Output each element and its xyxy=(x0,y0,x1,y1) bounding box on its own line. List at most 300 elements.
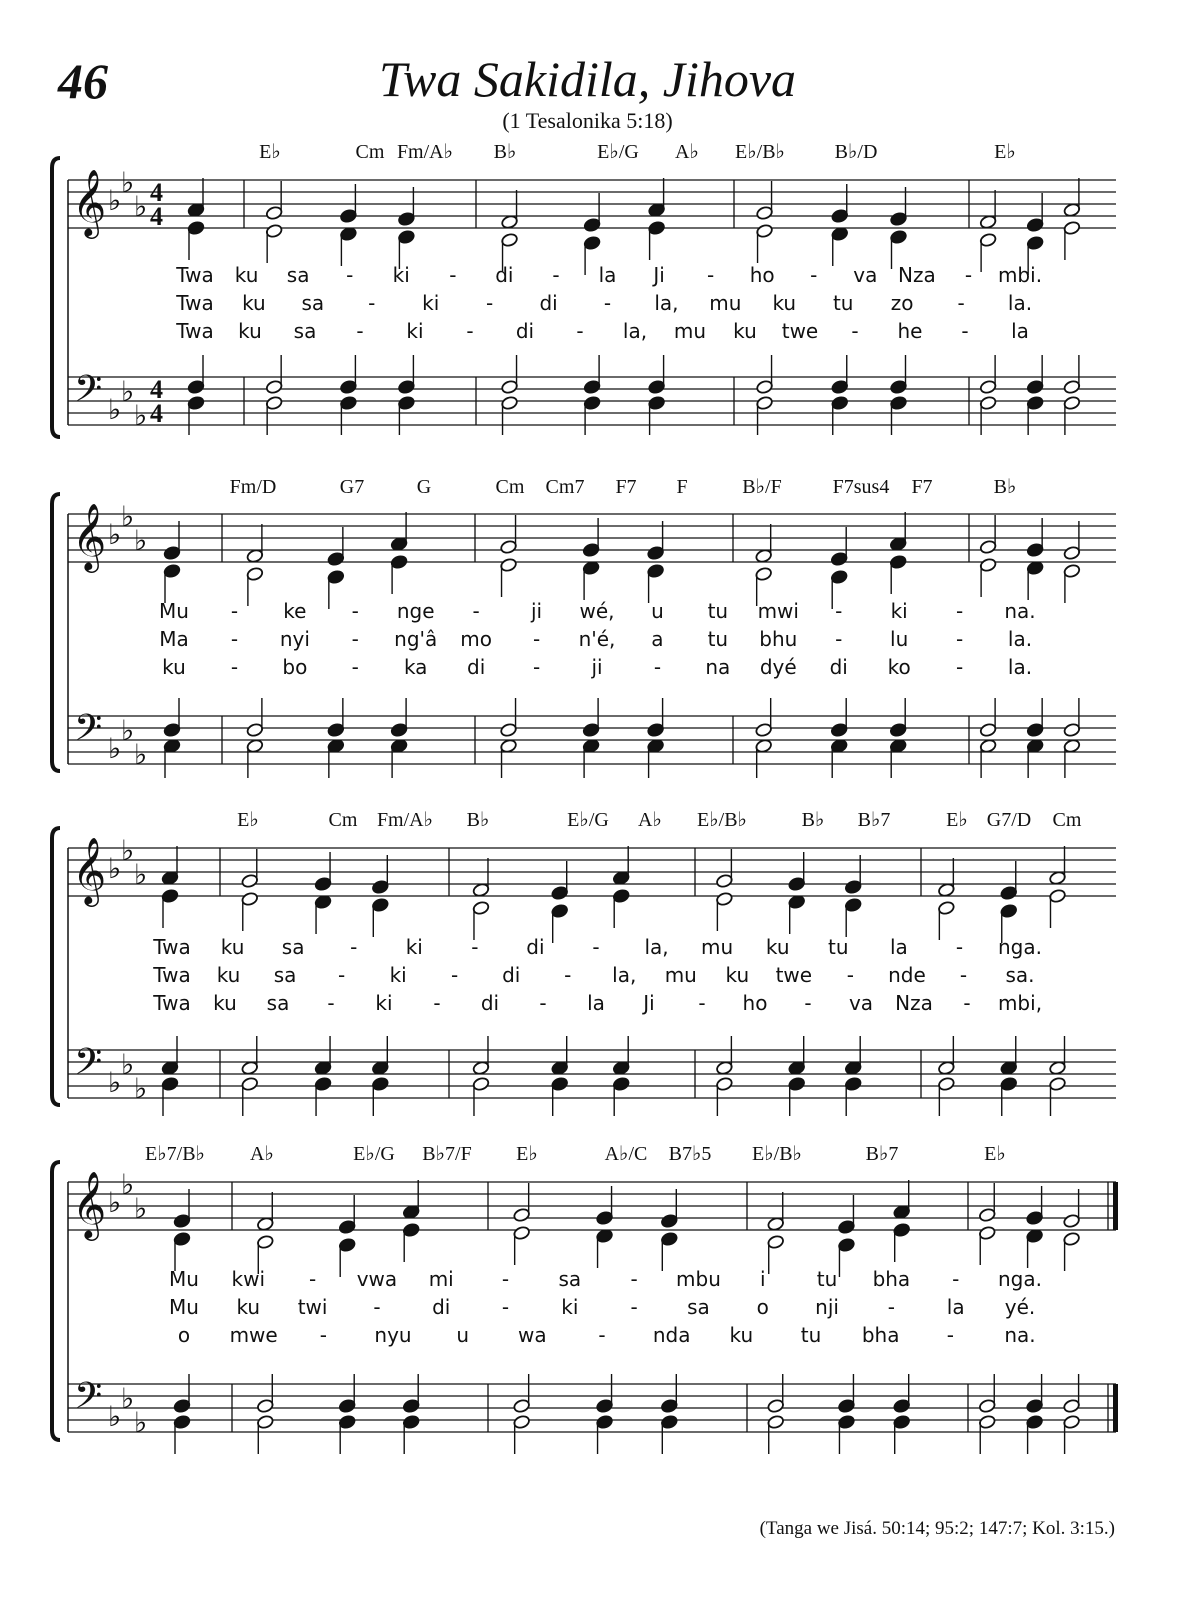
alto-note xyxy=(501,232,519,247)
lyric-syllable: mi xyxy=(428,1267,454,1291)
chord-symbol: B♭ xyxy=(493,141,517,163)
key-signature-flat: ♭ xyxy=(134,1072,148,1105)
lyric-syllable: o xyxy=(177,1323,191,1347)
tenor-note xyxy=(402,1398,420,1413)
alto-note xyxy=(163,563,181,578)
key-signature-flat: ♭ xyxy=(134,1406,148,1439)
lyric-syllable: sa xyxy=(281,935,305,959)
alto-note xyxy=(1026,560,1044,575)
bass-note xyxy=(1026,1414,1044,1429)
soprano-note xyxy=(648,202,666,217)
lyric-syllable: mo xyxy=(460,627,493,651)
alto-note xyxy=(890,229,908,244)
lyric-syllable: i xyxy=(759,1267,766,1291)
lyric-syllable: nga. xyxy=(998,935,1042,959)
tenor-note xyxy=(265,379,283,394)
soprano-note xyxy=(513,1207,531,1222)
bass-note xyxy=(187,395,205,410)
lyric-syllable: Twa xyxy=(153,991,191,1015)
lyric-syllable: - xyxy=(230,599,239,623)
bass-note xyxy=(893,1414,911,1429)
alto-note xyxy=(327,569,345,584)
soprano-note xyxy=(596,1210,614,1225)
bass-note xyxy=(246,738,264,753)
alto-note xyxy=(398,229,416,244)
bass-note xyxy=(756,395,774,410)
tenor-note xyxy=(1063,722,1081,737)
bass-note xyxy=(173,1414,191,1429)
lyric-syllable: nge xyxy=(396,599,435,623)
soprano-note xyxy=(1049,870,1067,885)
lyric-syllable: ki xyxy=(406,319,424,343)
soprano-note xyxy=(1063,202,1081,217)
alto-note xyxy=(246,566,264,581)
lyric-syllable: - xyxy=(957,291,965,315)
chord-symbol: B♭ xyxy=(466,809,490,831)
alto-note xyxy=(241,891,259,906)
chord-symbol: E♭ xyxy=(946,809,968,831)
soprano-note xyxy=(889,536,907,551)
lyric-syllable: ku xyxy=(238,319,262,343)
treble-clef-icon: 𝄞 xyxy=(72,168,107,236)
lyric-syllable: yé. xyxy=(1004,1295,1036,1319)
alto-note xyxy=(582,560,600,575)
alto-note xyxy=(1063,563,1081,578)
lyric-syllable: la, xyxy=(644,935,669,959)
chord-symbol: B♭ xyxy=(993,476,1017,498)
bass-clef-icon: 𝄢 xyxy=(74,368,103,419)
bass-note xyxy=(890,395,908,410)
system-bracket xyxy=(52,494,60,771)
lyric-syllable: - xyxy=(356,319,364,343)
alto-note xyxy=(647,563,665,578)
lyric-syllable: di xyxy=(480,991,500,1015)
chord-symbol: E♭ xyxy=(237,809,259,831)
tenor-note xyxy=(1000,1060,1018,1075)
bass-note xyxy=(501,395,519,410)
alto-note xyxy=(1063,220,1081,235)
bass-note xyxy=(660,1414,678,1429)
lyric-syllable: la xyxy=(598,263,617,287)
alto-note xyxy=(161,888,179,903)
bass-note xyxy=(163,738,181,753)
tenor-note xyxy=(161,1060,179,1075)
tenor-note xyxy=(648,379,666,394)
bass-note xyxy=(513,1414,531,1429)
tenor-note xyxy=(187,379,205,394)
lyric-syllable: o xyxy=(756,1295,769,1319)
lyric-syllable: - xyxy=(955,935,964,959)
key-signature-flat: ♭ xyxy=(108,852,122,885)
bass-note xyxy=(937,1076,955,1091)
lyric-syllable: vwa xyxy=(356,1267,398,1291)
lyric-syllable: nyu xyxy=(374,1323,412,1347)
key-signature-flat: ♭ xyxy=(134,1192,148,1225)
soprano-note xyxy=(979,539,997,554)
time-signature-top: 4 xyxy=(150,178,163,207)
chord-symbol: B7♭5 xyxy=(668,1143,712,1165)
lyric-syllable: ji xyxy=(591,655,603,679)
lyric-syllable: - xyxy=(486,291,494,315)
key-signature-flat: ♭ xyxy=(134,190,148,223)
lyric-syllable: - xyxy=(230,627,239,651)
bass-note xyxy=(371,1076,389,1091)
alto-note xyxy=(937,900,955,915)
tenor-note xyxy=(583,379,601,394)
lyric-syllable: - xyxy=(952,1267,960,1291)
chord-symbol: E♭ xyxy=(994,141,1016,163)
chord-symbol: E♭7/B♭ xyxy=(145,1143,205,1165)
tenor-note xyxy=(756,379,774,394)
tenor-note xyxy=(1026,379,1044,394)
lyric-syllable: la. xyxy=(1007,291,1033,315)
lyric-syllable: - xyxy=(471,935,479,959)
key-signature-flat: ♭ xyxy=(121,1048,135,1081)
bass-note xyxy=(596,1414,614,1429)
soprano-note xyxy=(246,548,264,563)
alto-note xyxy=(513,1225,531,1240)
soprano-note xyxy=(265,205,283,220)
lyric-syllable: tu xyxy=(707,599,729,623)
chord-symbol: F7sus4 xyxy=(832,476,890,498)
lyric-syllable: - xyxy=(539,991,547,1015)
lyric-syllable: - xyxy=(707,263,715,287)
key-signature-flat: ♭ xyxy=(121,500,135,533)
lyric-syllable: ki xyxy=(375,991,393,1015)
chord-symbol: B♭ xyxy=(801,809,825,831)
tenor-note xyxy=(660,1398,678,1413)
chord-symbol: B♭7/F xyxy=(422,1143,472,1165)
chord-symbol: A♭/C xyxy=(604,1143,648,1165)
soprano-note xyxy=(1000,885,1018,900)
chord-symbol: B♭7 xyxy=(865,1143,899,1165)
alto-note xyxy=(788,894,806,909)
bass-note xyxy=(583,395,601,410)
chord-symbol: E♭ xyxy=(259,141,281,163)
bass-note xyxy=(340,395,358,410)
lyric-syllable: ki xyxy=(561,1295,579,1319)
bass-note xyxy=(402,1414,420,1429)
bass-note xyxy=(831,395,849,410)
alto-note xyxy=(1026,1228,1044,1243)
bass-note xyxy=(161,1076,179,1091)
hymn-title: Twa Sakidila, Jihova xyxy=(378,51,797,107)
bass-note xyxy=(1026,738,1044,753)
lyric-syllable: ko xyxy=(887,655,911,679)
key-signature-flat: ♭ xyxy=(108,1066,122,1099)
lyric-syllable: sa xyxy=(266,991,290,1015)
chord-symbol: Fm/A♭ xyxy=(376,809,434,831)
lyric-syllable: - xyxy=(466,319,474,343)
soprano-note xyxy=(1026,217,1044,232)
lyric-syllable: - xyxy=(804,991,812,1015)
scripture-footnote: (Tanga we Jisá. 50:14; 95:2; 147:7; Kol. 3:15.) xyxy=(759,1518,1115,1539)
system-bracket xyxy=(52,158,60,437)
lyric-syllable: - xyxy=(564,963,572,987)
tenor-note xyxy=(788,1060,806,1075)
lyric-syllable: bo xyxy=(282,655,308,679)
bass-note xyxy=(648,395,666,410)
chord-symbol: E♭ xyxy=(984,1143,1006,1165)
lyric-syllable: bhu xyxy=(759,627,798,651)
lyric-syllable: ku xyxy=(236,1295,261,1319)
tenor-note xyxy=(551,1060,569,1075)
alto-note xyxy=(612,888,630,903)
alto-note xyxy=(583,235,601,250)
soprano-note xyxy=(501,214,519,229)
bass-note xyxy=(551,1076,569,1091)
lyric-syllable: la. xyxy=(1007,627,1033,651)
soprano-note xyxy=(241,873,259,888)
soprano-note xyxy=(1063,1213,1081,1228)
alto-note xyxy=(256,1234,274,1249)
bass-note xyxy=(767,1414,785,1429)
key-signature-flat: ♭ xyxy=(134,524,148,557)
soprano-note xyxy=(163,545,181,560)
lyric-syllable: bha xyxy=(872,1267,911,1291)
lyric-syllable: ji xyxy=(531,599,543,623)
bass-note xyxy=(1063,1414,1081,1429)
bass-note xyxy=(979,738,997,753)
bass-note xyxy=(256,1414,274,1429)
lyric-syllable: ku xyxy=(729,1323,754,1347)
system-bracket xyxy=(52,828,60,1105)
soprano-note xyxy=(788,876,806,891)
lyric-syllable: - xyxy=(846,963,855,987)
time-signature-bottom: 4 xyxy=(150,399,163,428)
lyric-syllable: di xyxy=(526,935,545,959)
lyric-syllable: Nza xyxy=(895,991,933,1015)
lyric-syllable: tu xyxy=(832,291,854,315)
lyric-syllable: twe xyxy=(775,963,813,987)
lyric-syllable: sa xyxy=(558,1267,582,1291)
soprano-note xyxy=(844,879,862,894)
lyric-syllable: ki xyxy=(389,963,407,987)
lyric-syllable: n'é, xyxy=(578,627,616,651)
alto-note xyxy=(767,1234,785,1249)
chord-symbol: Cm xyxy=(495,476,525,498)
alto-note xyxy=(338,1237,356,1252)
lyric-syllable: sa xyxy=(687,1295,710,1319)
lyric-syllable: na. xyxy=(1004,1323,1036,1347)
lyric-syllable: he xyxy=(897,319,923,343)
tenor-note xyxy=(1026,1398,1044,1413)
lyric-syllable: va xyxy=(853,263,878,287)
soprano-note xyxy=(338,1219,356,1234)
bass-note xyxy=(265,395,283,410)
tenor-note xyxy=(937,1060,955,1075)
alto-note xyxy=(979,557,997,572)
lyric-syllable: tu xyxy=(800,1323,822,1347)
soprano-note xyxy=(755,548,773,563)
soprano-note xyxy=(582,542,600,557)
alto-note xyxy=(893,1222,911,1237)
key-signature-flat: ♭ xyxy=(108,518,122,551)
lyric-syllable: mwi xyxy=(757,599,799,623)
bass-clef-icon: 𝄢 xyxy=(74,707,103,758)
tenor-note xyxy=(241,1060,259,1075)
lyric-syllable: sa xyxy=(273,963,297,987)
lyric-syllable: - xyxy=(532,627,541,651)
lyric-syllable: - xyxy=(552,263,560,287)
key-signature-flat: ♭ xyxy=(134,738,148,771)
bass-note xyxy=(979,395,997,410)
tenor-note xyxy=(978,1398,996,1413)
scripture-reference: (1 Tesalonika 5:18) xyxy=(502,108,673,133)
chord-symbol: G7 xyxy=(339,476,365,498)
lyric-syllable: di xyxy=(432,1295,451,1319)
chord-symbol: E♭ xyxy=(516,1143,538,1165)
bass-clef-icon: 𝄢 xyxy=(74,1041,103,1092)
lyric-syllable: - xyxy=(963,991,971,1015)
soprano-note xyxy=(937,882,955,897)
tenor-note xyxy=(612,1060,630,1075)
lyric-syllable: nji xyxy=(815,1295,839,1319)
alto-note xyxy=(838,1237,856,1252)
soprano-note xyxy=(173,1213,191,1228)
time-signature-top: 4 xyxy=(150,375,163,404)
soprano-note xyxy=(390,536,408,551)
soprano-note xyxy=(1063,545,1081,560)
lyric-syllable: - xyxy=(451,963,459,987)
alto-note xyxy=(173,1231,191,1246)
lyric-syllable: - xyxy=(501,1267,510,1291)
lyric-syllable: - xyxy=(368,291,376,315)
bass-note xyxy=(838,1414,856,1429)
chord-symbol: B♭7 xyxy=(857,809,891,831)
lyric-syllable: - xyxy=(851,319,859,343)
lyric-syllable: - xyxy=(955,655,964,679)
lyric-syllable: di xyxy=(467,655,486,679)
bass-note xyxy=(1026,395,1044,410)
tenor-note xyxy=(838,1398,856,1413)
lyric-syllable: sa. xyxy=(1005,963,1035,987)
lyric-syllable: Mu xyxy=(159,599,189,623)
lyric-syllable: nda xyxy=(652,1323,691,1347)
lyric-syllable: la. xyxy=(1007,655,1033,679)
alto-note xyxy=(472,900,490,915)
bass-note xyxy=(978,1414,996,1429)
soprano-note xyxy=(756,205,774,220)
lyric-syllable: - xyxy=(955,599,964,623)
tenor-note xyxy=(338,1398,356,1413)
lyric-syllable: mu xyxy=(701,935,734,959)
lyric-syllable: ku xyxy=(216,963,241,987)
lyric-syllable: u xyxy=(651,599,664,623)
tenor-note xyxy=(889,722,907,737)
chord-symbol: E♭/B♭ xyxy=(752,1143,802,1165)
tenor-note xyxy=(755,722,773,737)
alto-note xyxy=(390,554,408,569)
tenor-note xyxy=(831,379,849,394)
alto-note xyxy=(660,1231,678,1246)
chord-symbol: A♭ xyxy=(638,809,662,831)
tenor-note xyxy=(979,379,997,394)
alto-note xyxy=(844,897,862,912)
bass-clef-icon: 𝄢 xyxy=(74,1375,103,1426)
soprano-note xyxy=(1026,1210,1044,1225)
lyric-syllable: - xyxy=(501,1295,510,1319)
alto-note xyxy=(830,569,848,584)
lyric-syllable: - xyxy=(964,263,973,287)
key-signature-flat: ♭ xyxy=(121,375,135,408)
soprano-note xyxy=(647,545,665,560)
lyric-syllable: ki xyxy=(890,599,908,623)
lyric-syllable: twe xyxy=(781,319,819,343)
soprano-note xyxy=(472,882,490,897)
tenor-note xyxy=(472,1060,490,1075)
bass-note xyxy=(472,1076,490,1091)
lyric-syllable: - xyxy=(959,963,968,987)
bass-note xyxy=(844,1076,862,1091)
soprano-note xyxy=(893,1204,911,1219)
chord-symbol: B♭/D xyxy=(834,141,878,163)
lyric-syllable: ho xyxy=(742,991,768,1015)
tenor-note xyxy=(596,1398,614,1413)
lyric-syllable: Twa xyxy=(176,263,214,287)
lyric-syllable: Twa xyxy=(176,291,214,315)
lyric-syllable: sa xyxy=(293,319,317,343)
lyric-syllable: mu xyxy=(664,963,697,987)
chord-symbol: F xyxy=(676,476,688,498)
bass-note xyxy=(755,738,773,753)
bass-note xyxy=(582,738,600,753)
alto-note xyxy=(265,223,283,238)
tenor-note xyxy=(1063,379,1081,394)
lyric-syllable: Ji xyxy=(643,991,655,1015)
soprano-note xyxy=(979,214,997,229)
lyric-syllable: ng'â xyxy=(394,627,438,651)
lyric-syllable: - xyxy=(835,599,843,623)
soprano-note xyxy=(612,870,630,885)
lyric-syllable: mbi. xyxy=(997,263,1043,287)
alto-note xyxy=(1049,888,1067,903)
tenor-note xyxy=(716,1060,734,1075)
chord-symbol: G7/D xyxy=(986,809,1032,831)
tenor-note xyxy=(979,722,997,737)
bass-note xyxy=(1000,1076,1018,1091)
bass-note xyxy=(612,1076,630,1091)
lyric-syllable: ku xyxy=(213,991,237,1015)
tenor-note xyxy=(501,379,519,394)
lyric-syllable: ku xyxy=(725,963,750,987)
chord-symbol: Fm/D xyxy=(229,476,277,498)
tenor-note xyxy=(1049,1060,1067,1075)
lyric-syllable: va xyxy=(848,991,874,1015)
alto-note xyxy=(889,554,907,569)
soprano-note xyxy=(398,211,416,226)
lyric-syllable: - xyxy=(955,627,964,651)
lyric-syllable: - xyxy=(327,991,335,1015)
treble-clef-icon: 𝄞 xyxy=(72,1170,107,1238)
lyric-syllable: u xyxy=(456,1323,470,1347)
soprano-note xyxy=(340,208,358,223)
lyric-syllable: - xyxy=(630,1267,638,1291)
bass-note xyxy=(500,738,518,753)
tenor-note xyxy=(1063,1398,1081,1413)
chord-symbol: Fm/A♭ xyxy=(396,141,454,163)
alto-note xyxy=(340,226,358,241)
bass-note xyxy=(338,1414,356,1429)
lyric-syllable: Nza xyxy=(898,263,936,287)
chord-symbol: A♭ xyxy=(675,141,699,163)
chord-symbol: Cm xyxy=(1052,809,1082,831)
soprano-note xyxy=(371,879,389,894)
hymn-number: 46 xyxy=(58,53,108,109)
key-signature-flat: ♭ xyxy=(121,166,135,199)
lyric-syllable: la xyxy=(889,935,908,959)
lyric-syllable: mwe xyxy=(229,1323,278,1347)
